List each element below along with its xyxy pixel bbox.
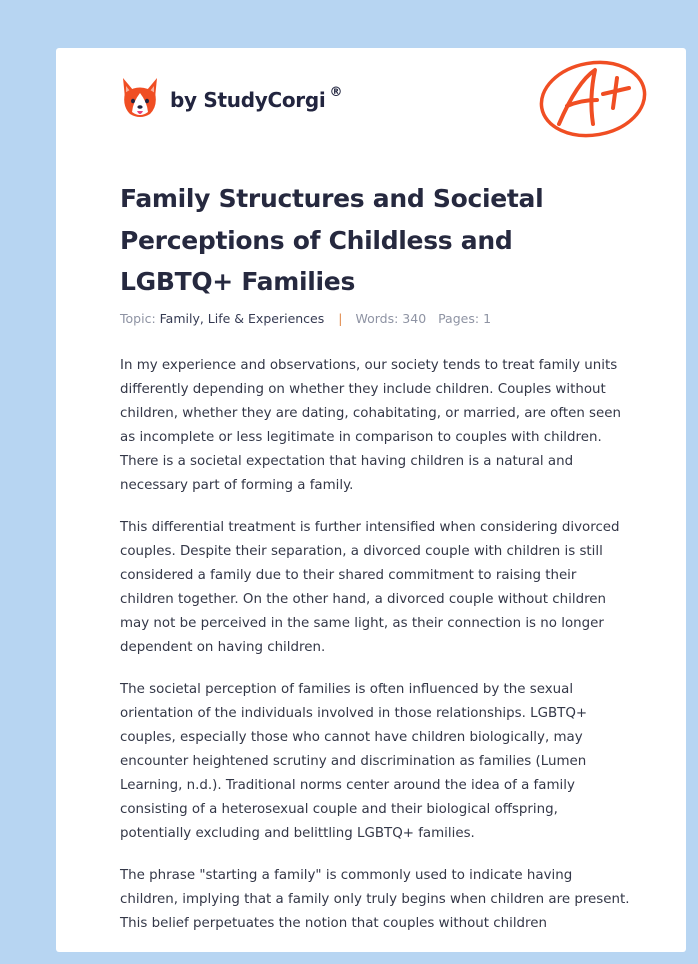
words-label: Words: xyxy=(355,311,399,326)
meta-separator: | xyxy=(338,311,343,326)
pages-value: 1 xyxy=(483,311,492,326)
studycorgi-logo[interactable] xyxy=(120,76,342,120)
a-plus-grade-icon xyxy=(537,58,649,140)
paragraph: The societal perception of families is often influenced by the sexual orientation of the individuals involved in those relationships. LGBTQ+ couples, especially those who cannot have children biologically, may encounter heightened scrutiny and discrimination as families (Lumen Learning, n.d.). Traditional norms center around the idea of a family consisting of a heterosexual couple and their biological offspring, potentially excluding and belittling LGBTQ+ families. xyxy=(120,682,588,841)
essay-body xyxy=(120,354,632,952)
brand-name: by StudyCorgi xyxy=(170,88,326,112)
document-page xyxy=(56,48,686,952)
topic-link[interactable]: Family, Life & Experiences xyxy=(159,311,325,326)
paragraph: The phrase "starting a family" is commonly used to indicate having children, implying that a family only truly begins when children are present. This belief perpetuates the notion that couples without children xyxy=(120,868,630,931)
document-meta xyxy=(120,311,491,326)
registered-mark: ® xyxy=(329,84,343,100)
paragraph: In my experience and observations, our society tends to treat family units differently depending on whether they include children. Couples without children, whether they are dating, cohabitating, or married, are often seen as incomplete or less legitimate in comparison to couples with children. There is a societal expectation that having children is a natural and necessary part of forming a family. xyxy=(120,358,621,493)
pages-label: Pages: xyxy=(438,311,480,326)
corgi-icon xyxy=(120,76,160,120)
words-value: 340 xyxy=(402,311,427,326)
paragraph: This differential treatment is further intensified when considering divorced couples. Despite their separation, a divorced couple with children is still considered a family due to their shared commitment to raising their children together. On the other hand, a divorced couple without children may not be perceived in the same light, as their connection is no longer dependent on having children. xyxy=(120,520,620,655)
page-title: Family Structures and Societal Perceptions of Childless and LGBTQ+ Families xyxy=(120,184,544,296)
topic-label: Topic: xyxy=(120,311,156,326)
